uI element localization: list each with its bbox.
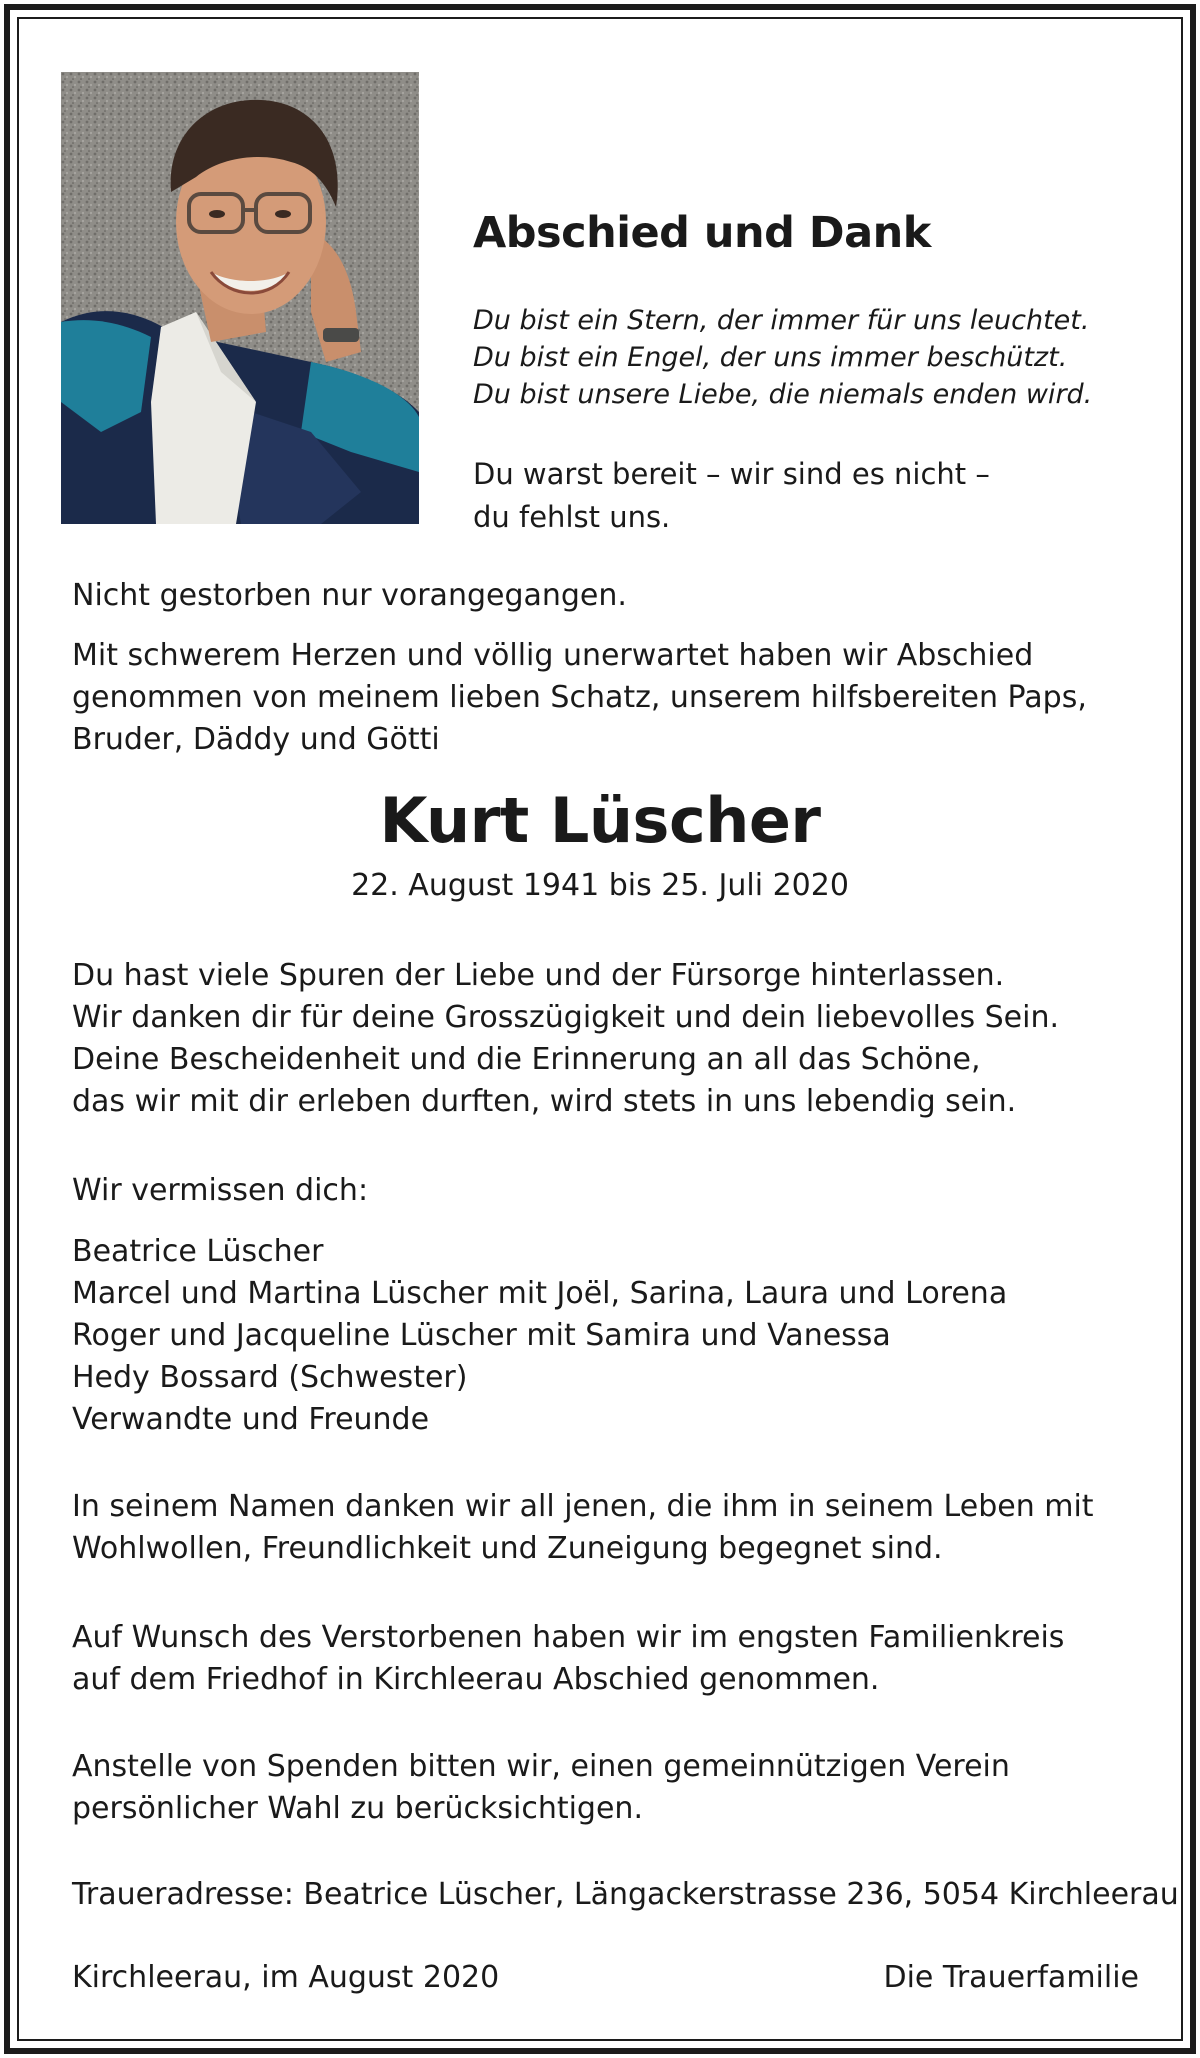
place-date: Kirchleerau, im August 2020 xyxy=(72,1960,500,1995)
lead-sentence: Nicht gestorben nur vorangegangen. xyxy=(72,578,627,613)
tagline-line: Du warst bereit – wir sind es nicht – xyxy=(473,457,990,491)
donations-line: Anstelle von Spenden bitten wir, einen gemeinnützigen Verein xyxy=(72,1749,1010,1784)
thanks-line: In seinem Namen danken wir all jenen, die ihm in seinem Leben mit xyxy=(72,1489,1094,1524)
poem xyxy=(473,302,1092,413)
tribute-paragraph xyxy=(72,955,1059,1123)
intro-paragraph xyxy=(72,635,1087,761)
donations-paragraph xyxy=(72,1746,1010,1830)
mourning-address: Traueradresse: Beatrice Lüscher, Längackerstrasse 236, 5054 Kirchleerau xyxy=(72,1877,1179,1912)
mourner-item: Beatrice Lüscher xyxy=(72,1234,324,1269)
funeral-paragraph xyxy=(72,1617,1064,1701)
poem-line: Du bist unsere Liebe, die niemals enden wird. xyxy=(473,379,1093,410)
mourners-list xyxy=(72,1231,1007,1441)
funeral-line: auf dem Friedhof in Kirchleerau Abschied genommen. xyxy=(72,1662,880,1697)
intro-line: Bruder, Däddy und Götti xyxy=(72,722,440,757)
thanks-paragraph xyxy=(72,1486,1094,1570)
tribute-line: Wir danken dir für deine Grosszügigkeit und dein liebevolles Sein. xyxy=(72,1000,1060,1035)
poem-line: Du bist ein Engel, der uns immer beschützt. xyxy=(473,342,1068,373)
life-dates: 22. August 1941 bis 25. Juli 2020 xyxy=(351,868,849,903)
heading-abschied: Abschied und Dank xyxy=(473,208,931,258)
tribute-line: Du hast viele Spuren der Liebe und der Fürsorge hinterlassen. xyxy=(72,958,1005,993)
tribute-line: das wir mit dir erleben durften, wird stets in uns lebendig sein. xyxy=(72,1084,1017,1119)
deceased-name: Kurt Lüscher xyxy=(379,784,821,857)
mourner-item: Roger und Jacqueline Lüscher mit Samira und Vanessa xyxy=(72,1318,891,1353)
donations-line: persönlicher Wahl zu berücksichtigen. xyxy=(72,1791,643,1826)
mourner-item: Marcel und Martina Lüscher mit Joël, Sarina, Laura und Lorena xyxy=(72,1276,1008,1311)
portrait-photo xyxy=(61,72,419,524)
intro-line: genommen von meinem lieben Schatz, unserem hilfsbereiten Paps, xyxy=(72,680,1087,715)
mourners-intro: Wir vermissen dich: xyxy=(72,1173,369,1208)
signature: Die Trauerfamilie xyxy=(883,1960,1139,1995)
mourner-item: Verwandte und Freunde xyxy=(72,1402,430,1437)
funeral-line: Auf Wunsch des Verstorbenen haben wir im engsten Familienkreis xyxy=(72,1620,1065,1655)
thanks-line: Wohlwollen, Freundlichkeit und Zuneigung begegnet sind. xyxy=(72,1531,943,1566)
tribute-line: Deine Bescheidenheit und die Erinnerung an all das Schöne, xyxy=(72,1042,981,1077)
tagline-line: du fehlst uns. xyxy=(473,500,671,534)
tagline xyxy=(473,453,990,539)
intro-line: Mit schwerem Herzen und völlig unerwartet haben wir Abschied xyxy=(72,638,1034,673)
poem-line: Du bist ein Stern, der immer für uns leuchtet. xyxy=(473,305,1090,336)
mourner-item: Hedy Bossard (Schwester) xyxy=(72,1360,468,1395)
